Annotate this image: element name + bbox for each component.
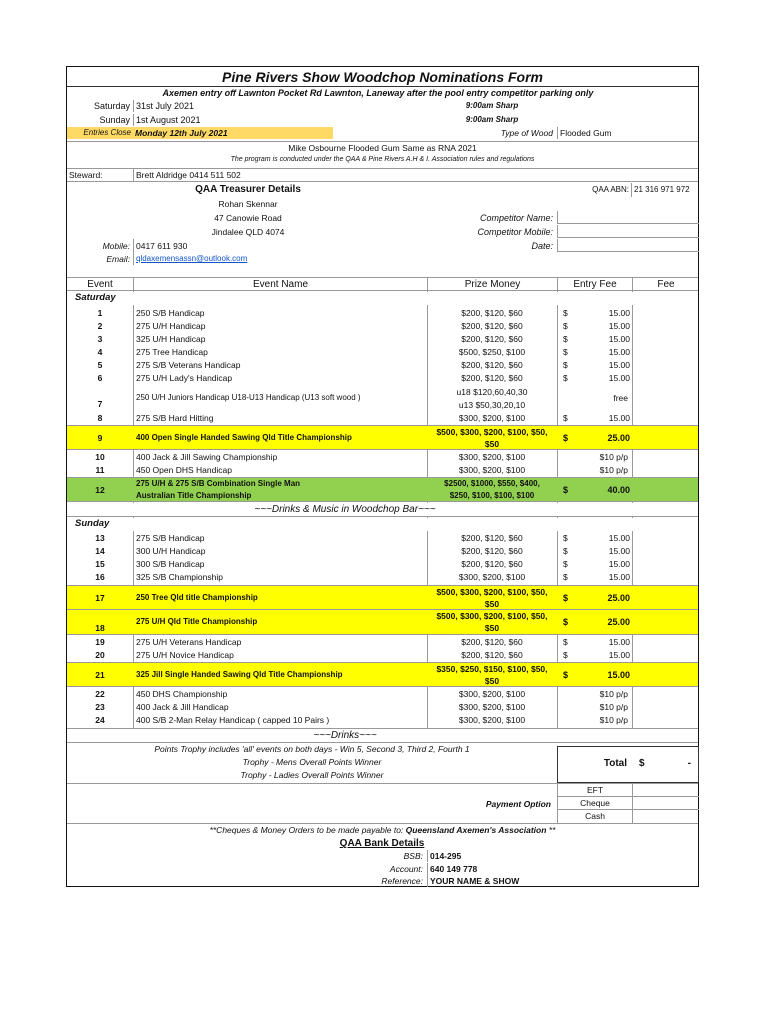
event-number: 13 [95,533,105,543]
event-name: 325 Jill Single Handed Sawing Qld Title Championship [136,670,343,679]
entry-fee: 15.00 [608,572,630,582]
prize-money: $300, $200, $100 [458,413,526,423]
type-of-wood-label: Type of Wood [500,128,553,138]
drinks-music-banner: ~~~Drinks & Music in Woodchop Bar~~~ [254,504,436,515]
entry-fee: 15.00 [608,334,630,344]
prize-money: $200, $120, $60 [461,650,523,660]
sunday-section-label: Sunday [75,518,110,529]
account-label: Account: [389,864,423,874]
event-number: 11 [95,465,105,475]
saturday-label: Saturday [93,101,130,111]
event-name: 300 U/H Handicap [136,546,206,556]
drinks-row [67,728,698,742]
cheques-note-suffix: ** [548,825,556,835]
event-row [67,701,698,714]
event-name: 325 S/B Championship [136,572,223,582]
currency: $ [563,637,568,647]
prize-line-2: $250, $100, $100, $100 [449,491,535,500]
event-row [67,558,698,571]
currency: $ [563,572,568,582]
entry-fee: $10 p/p [599,715,628,725]
date-field[interactable] [557,239,699,252]
event-row-18 [67,610,698,635]
subtitle-row [67,87,698,100]
prize-line-2: $50 [484,599,500,609]
entry-fee: 15.00 [608,373,630,383]
entry-fee: $10 p/p [599,702,628,712]
saturday-date: 31st July 2021 [133,100,313,112]
event-row [67,359,698,372]
event-row-8 [67,412,698,425]
bsb-value: 014-295 [427,850,557,862]
sponsor-row [67,141,698,154]
event-name: 275 Tree Handicap [136,347,208,357]
prize-money: $300, $200, $100 [458,465,526,475]
currency: $ [563,617,569,627]
event-number: 19 [95,637,105,647]
entry-fee: 15.00 [608,413,630,423]
bank-reference-row [67,875,698,888]
account-value: 640 149 778 [427,863,557,875]
currency: $ [563,373,568,383]
payment-eft-checkbox[interactable] [632,784,699,797]
treasurer-street-row [67,211,698,225]
event-row [67,333,698,346]
event-number: 5 [97,360,103,370]
event-name: 300 S/B Handicap [136,559,205,569]
entry-fee: 25.00 [607,593,630,603]
steward-value: Brett Aldridge 0414 511 502 [133,169,433,181]
event-number: 3 [97,334,103,344]
points-line-3: Trophy - Ladies Overall Points Winner [240,770,384,780]
drinks-banner: ~~~Drinks~~~ [313,730,377,741]
header-fee: Fee [632,278,699,292]
prize-money: $300, $200, $100 [458,452,526,462]
event-name-line-2: Australian Title Championship [136,491,252,500]
payment-eft: EFT [557,784,632,797]
event-row [67,545,698,558]
event-name: 450 Open DHS Handicap [136,465,232,475]
event-number: 14 [95,546,105,556]
event-row [67,346,698,359]
currency: $ [563,485,569,495]
currency: $ [563,360,568,370]
payment-option-label: Payment Option [485,799,551,809]
treasurer-suburb: Jindalee QLD 4074 [211,227,285,237]
event-number: 23 [95,702,105,712]
entry-fee: $10 p/p [599,689,628,699]
entry-fee: 15.00 [608,308,630,318]
event-number: 2 [97,321,103,331]
rules-line: The program is conducted under the QAA & Pine Rivers A.H & I. Association rules and regulations [230,156,535,163]
prize-line-1: u18 $120,60,40,30 [456,387,528,397]
prize-line-1: $500, $300, $200, $100, $50, [436,427,548,437]
currency: $ [563,533,568,543]
prize-line-1: $350, $250, $150, $100, $50, [436,664,548,674]
rules-row [67,154,698,166]
prize-money: $200, $120, $60 [461,533,523,543]
cheques-payee: Queensland Axemen's Association [405,825,547,835]
event-number: 18 [95,623,105,633]
bank-bsb-row [67,850,698,863]
entries-close-date: Monday 12th July 2021 [133,127,333,139]
entry-fee: 15.00 [608,533,630,543]
event-name: 400 Open Single Handed Sawing Qld Title Championship [136,433,352,442]
parking-note: Axemen entry off Lawnton Pocket Rd Lawnton, Laneway after the pool entry competitor parking only [162,88,594,98]
reference-label: Reference: [381,876,423,886]
entry-fee: 15.00 [608,650,630,660]
event-name: 275 U/H Lady's Handicap [136,373,233,383]
prize-line-2: $50 [484,623,500,633]
prize-money: $300, $200, $100 [458,689,526,699]
treasurer-email-row [67,253,698,266]
event-name: 400 Jack & Jill Sawing Championship [136,452,278,462]
event-number: 24 [95,715,105,725]
event-row [67,714,698,727]
header-event: Event [87,279,113,290]
treasurer-heading-row [67,183,698,197]
currency: $ [563,334,568,344]
payment-cash: Cash [557,810,632,823]
form-title: Pine Rivers Show Woodchop Nominations Form [222,69,543,85]
currency: $ [563,546,568,556]
reference-value: YOUR NAME & SHOW [427,875,557,887]
email-link[interactable]: qldaxemensassn@outlook.com [133,253,333,265]
prize-money: $300, $200, $100 [458,715,526,725]
prize-money: $200, $120, $60 [461,546,523,556]
prize-money: $200, $120, $60 [461,559,523,569]
event-name: 450 DHS Championship [136,689,228,699]
event-number: 12 [95,485,105,495]
abn-label: QAA ABN: [592,185,629,194]
drinks-music-row [67,503,698,517]
currency: $ [563,321,568,331]
treasurer-suburb-row [67,225,698,239]
saturday-section-label: Saturday [75,292,116,303]
treasurer-name: Rohan Skennar [218,199,278,209]
competitor-name-label: Competitor Name: [479,213,553,223]
prize-line-1: $2500, $1000, $550, $400, [444,479,540,488]
event-row-17 [67,585,698,610]
points-line-2: Trophy - Mens Overall Points Winner [242,757,382,767]
treasurer-heading: QAA Treasurer Details [195,184,301,195]
bsb-label: BSB: [403,851,423,861]
event-number: 15 [95,559,105,569]
prize-line-2: u13 $50,30,20,10 [458,400,526,410]
bank-heading-row [67,837,698,850]
payment-cash-checkbox[interactable] [632,810,699,823]
entries-close-label: Entries Close [67,127,133,139]
prize-money: $500, $250, $100 [458,347,526,357]
sunday-date: 1st August 2021 [133,114,313,126]
event-number: 1 [97,308,103,318]
header-prize-money: Prize Money [427,278,557,292]
event-name: 275 S/B Hard Hitting [136,413,214,423]
entry-fee: 15.00 [608,347,630,357]
header-entry-fee: Entry Fee [557,278,632,292]
treasurer-name-row [67,197,698,211]
event-name-line-1: 275 U/H & 275 S/B Combination Single Man [136,479,301,488]
event-row [67,307,698,320]
title-row [67,67,698,87]
entry-fee: 15.00 [607,670,630,680]
event-row-11 [67,464,698,477]
event-row-10 [67,451,698,464]
event-number: 9 [97,433,103,443]
event-row [67,320,698,333]
prize-money: $300, $200, $100 [458,702,526,712]
event-name: 250 Tree Qld title Championship [136,593,258,602]
saturday-time: 9:00am Sharp [465,101,519,110]
event-row [67,372,698,385]
type-of-wood-value: Flooded Gum [557,127,657,139]
event-number: 17 [95,593,105,603]
total-currency: $ [639,758,645,769]
cheques-note-prefix: **Cheques & Money Orders to be made payable to: [209,825,404,835]
event-number: 16 [95,572,105,582]
events-header-row [67,277,698,291]
prize-line-1: $500, $300, $200, $100, $50, [436,587,548,597]
sunday-label: Sunday [99,115,130,125]
entry-fee: 15.00 [608,360,630,370]
sunday-date-row [67,114,698,127]
event-name: 275 S/B Handicap [136,533,205,543]
event-row-9 [67,425,698,450]
prize-money: $200, $120, $60 [461,308,523,318]
event-row-12 [67,477,698,502]
email-label: Email: [106,254,130,264]
event-name: 250 U/H Juniors Handicap U18-U13 Handicap (U13 soft wood ) [136,393,361,402]
points-line-1: Points Trophy includes 'all' events on both days - Win 5, Second 3, Third 2, Fourth 1 [154,744,470,754]
points-total-row [67,742,698,782]
total-value: - [687,758,691,769]
entry-fee: 25.00 [607,617,630,627]
treasurer-street: 47 Canowie Road [214,213,282,223]
prize-money: $300, $200, $100 [458,572,526,582]
prize-line-1: $500, $300, $200, $100, $50, [436,611,548,621]
event-name: 275 S/B Veterans Handicap [136,360,241,370]
event-row [67,688,698,701]
mobile-label: Mobile: [102,241,130,251]
entry-fee: 15.00 [608,559,630,569]
prize-money: $200, $120, $60 [461,360,523,370]
event-row-20 [67,649,698,662]
total-label: Total [603,758,627,769]
currency: $ [563,593,569,603]
cheques-note-row [67,823,698,836]
nomination-form [66,66,699,887]
event-number: 4 [97,347,103,357]
entry-fee: free [613,393,628,403]
event-row-19 [67,636,698,649]
competitor-mobile-label: Competitor Mobile: [477,227,553,237]
cheques-note [67,824,698,836]
event-name: 400 S/B 2-Man Relay Handicap ( capped 10 Pairs ) [136,715,330,725]
event-number: 6 [97,373,103,383]
treasurer-mobile-row [67,239,698,253]
currency: $ [563,650,568,660]
event-row-21 [67,662,698,687]
event-number: 20 [95,650,105,660]
event-number: 21 [95,670,105,680]
entry-fee: $10 p/p [599,452,628,462]
entry-fee: $10 p/p [599,465,628,475]
currency: $ [563,433,569,443]
event-name: 250 S/B Handicap [136,308,205,318]
competitor-mobile-field[interactable] [557,225,699,238]
entry-fee: 25.00 [607,433,630,443]
currency: $ [563,559,568,569]
event-number: 22 [95,689,105,699]
abn-value: 21 316 971 972 [631,183,699,197]
entries-close-row [67,127,698,140]
sunday-time: 9:00am Sharp [465,115,519,124]
event-number: 7 [97,399,103,409]
prize-line-2: $50 [484,676,500,686]
event-row [67,532,698,545]
saturday-section-row [67,292,698,305]
event-name: 400 Jack & Jill Handicap [136,702,229,712]
currency: $ [563,347,568,357]
payment-cheque: Cheque [557,797,632,810]
event-row [67,571,698,584]
payment-row [67,783,698,823]
event-number: 8 [97,413,103,423]
date-label: Date: [531,241,553,251]
prize-money: $200, $120, $60 [461,334,523,344]
bank-heading: QAA Bank Details [339,838,425,849]
entry-fee: 40.00 [607,485,630,495]
event-name: 275 U/H Qld Title Championship [136,617,258,626]
currency: $ [563,308,568,318]
payment-cheque-checkbox[interactable] [632,797,699,810]
prize-money: $200, $120, $60 [461,373,523,383]
currency: $ [563,670,569,680]
sunday-section-row [67,518,698,531]
event-number: 10 [95,452,105,462]
event-name: 275 U/H Novice Handicap [136,650,234,660]
steward-row [67,168,698,182]
competitor-name-field[interactable] [557,211,699,224]
currency: $ [563,413,568,423]
prize-money: $200, $120, $60 [461,321,523,331]
event-row-7 [67,385,698,411]
event-name: 275 U/H Veterans Handicap [136,637,242,647]
header-event-name: Event Name [133,278,427,292]
prize-line-2: $50 [484,439,500,449]
sponsor-line: Mike Osbourne Flooded Gum Same as RNA 2021 [288,143,477,153]
mobile-value: 0417 611 930 [133,239,333,253]
saturday-date-row [67,100,698,113]
event-name: 325 U/H Handicap [136,334,206,344]
entry-fee: 15.00 [608,637,630,647]
entry-fee: 15.00 [608,546,630,556]
steward-label: Steward: [69,170,103,180]
entry-fee: 15.00 [608,321,630,331]
event-name: 275 U/H Handicap [136,321,206,331]
prize-money: $200, $120, $60 [461,637,523,647]
